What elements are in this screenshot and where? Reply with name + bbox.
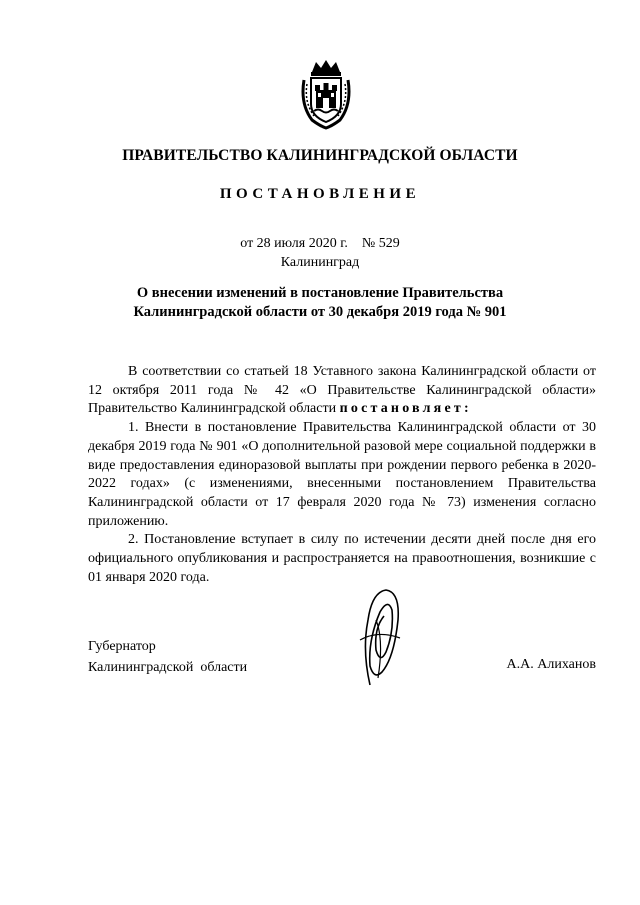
signer-position-line-1: Губернатор [88,639,156,654]
item-2-paragraph: 2. Постановление вступает в силу по истечении десяти дней после дня его официального опубликования и распространяется на правоотношения, возникшие с 01 января 2020 года. [88,532,596,585]
document-number: № 529 [361,236,400,251]
signer-position [88,636,247,678]
coat-of-arms-icon [298,58,354,130]
document-type: ПОСТАНОВЛЕНИЕ [219,186,421,202]
document-city: Калининград [280,255,360,270]
preamble-text: В соответствии со статьей 18 Уставного закона Калининградской области от 12 октября 2011 года № 42 «О Правительстве Калининградской области» Правительство Калининградской области [88,364,596,417]
government-title: ПРАВИТЕЛЬСТВО КАЛИНИНГРАДСКОЙ ОБЛАСТИ [122,147,518,164]
handwritten-signature [340,580,420,690]
subject-line-2: Калининградской области от 30 декабря 2019 года № 901 [133,304,507,320]
item-1-paragraph: 1. Внести в постановление Правительства Калининградской области от 30 декабря 2019 года № 901 «О дополнительной разовой мере социальной поддержки в виде предоставления единоразовой выплаты при рождении первого ребенка в 2020-2022 годах» (с изменениями, внесенными постановлением Правительства Калининградской области от 17 февраля 2020 года № 73) изменения согласно приложению. [88,420,596,529]
document-date: от 28 июля 2020 г. [240,236,348,251]
document-body [88,363,596,587]
document-subject [0,284,640,322]
preamble-paragraph [88,363,596,419]
subject-line-1: О внесении изменений в постановление Правительства [136,285,504,301]
decides-word: постановляет: [339,401,472,417]
date-line [0,236,640,252]
signer-name: А.А. Алиханов [506,657,596,672]
signer-position-line-2: Калининградской области [88,660,248,675]
